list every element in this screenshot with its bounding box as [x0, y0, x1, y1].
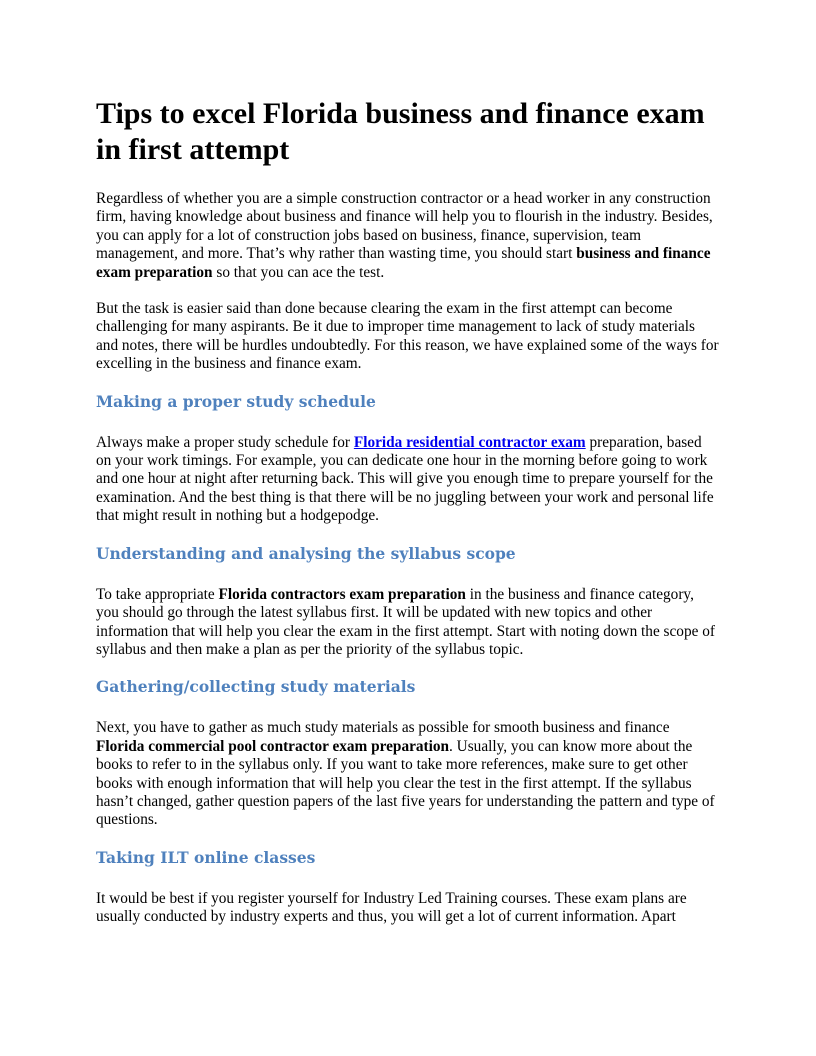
- intro-text-1: Regardless of whether you are a simple construction contractor or a head worker in any construction firm, having knowledge about business and finance will help you to flourish in the industry. Besides, you can apply for a lot of construction jobs based on business, finance, supervision, team management, and more. That’s why rather than wasting time, you should start: [96, 190, 713, 263]
- section-text: Next, you have to gather as much study materials as possible for smooth business and finance: [96, 719, 670, 737]
- section-text: in the business and finance category, you should go through the latest syllabus first. It will be updated with new topics and other information that will help you clear the exam in the first attempt. Start with noting down the scope of syllabus and then make a plan as per the priority of the syllabus topic.: [96, 585, 715, 658]
- section-bold-term: Florida contractors exam preparation: [218, 585, 466, 603]
- section-heading-ilt-classes: Taking ILT online classes: [96, 847, 316, 867]
- section-paragraph-ilt-classes: It would be best if you register yourself for Industry Led Training courses. These exam plans are usually conducted by industry experts and thus, you will get a lot of current information. Apart: [96, 889, 687, 926]
- section-text: . Usually, you can know more about the books to refer to in the syllabus only. If you want to take more references, make sure to get other books with enough information that will help you clear the test in the first attempt. If the syllabus hasn’t changed, gather question papers of the last five years for understanding the pattern and type of questions.: [96, 737, 715, 829]
- intro-bold-term: business and finance exam preparation: [96, 245, 711, 281]
- document-page: [96, 96, 720, 945]
- section-text: Always make a proper study schedule for: [96, 433, 354, 451]
- section-text: preparation, based on your work timings. For example, you can dedicate one hour in the morning before going to work and one hour at night after returning back. This will give you enough time to prepare yourself for the examination. And the best thing is that there will be no juggling between your work and personal life that might result in nothing but a hodgepodge.: [96, 433, 714, 525]
- intro-paragraph-2: But the task is easier said than done because clearing the exam in the first attempt can become challenging for many aspirants. Be it due to improper time management to lack of study materials and notes, there will be hurdles undoubtedly. For this reason, we have explained some of the ways for excelling in the business and finance exam.: [96, 300, 719, 373]
- section-paragraph-study-materials: [96, 719, 720, 829]
- section-heading-syllabus-scope: Understanding and analysing the syllabus scope: [96, 543, 516, 563]
- section-text: To take appropriate: [96, 585, 219, 603]
- page-title: Tips to excel Florida business and finance exam in first attempt: [96, 97, 705, 166]
- section-paragraph-study-schedule: [96, 434, 720, 526]
- residential-contractor-exam-link[interactable]: Florida residential contractor exam: [353, 433, 586, 451]
- section-heading-study-materials: Gathering/collecting study materials: [96, 677, 416, 697]
- intro-text-2: so that you can ace the test.: [212, 263, 385, 281]
- section-heading-study-schedule: Making a proper study schedule: [96, 391, 376, 411]
- section-bold-term: Florida commercial pool contractor exam preparation: [96, 737, 450, 755]
- section-paragraph-syllabus-scope: [96, 586, 720, 660]
- intro-paragraph-1: [96, 190, 720, 282]
